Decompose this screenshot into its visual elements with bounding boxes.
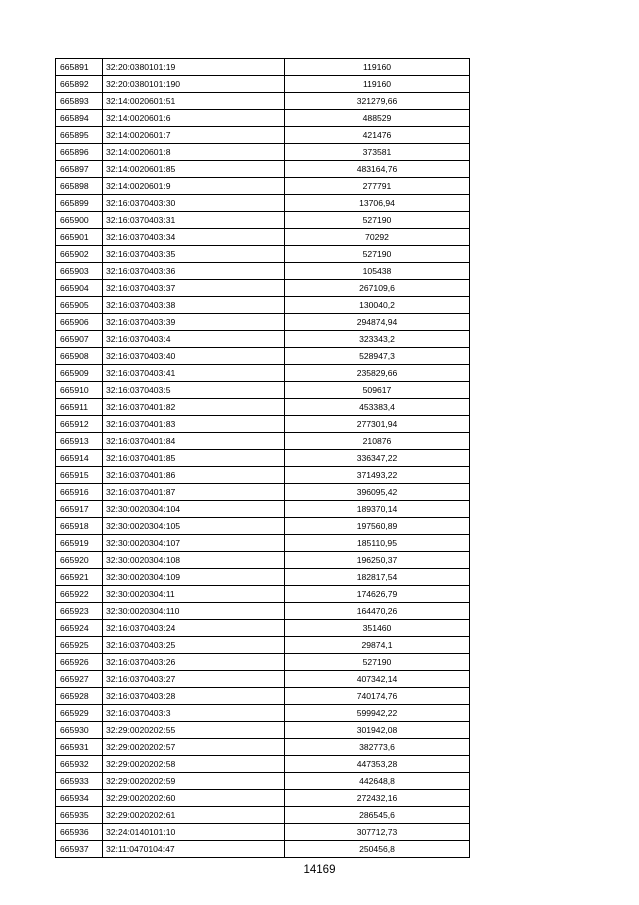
cadastral-number-cell: 32:14:0020601:9 [103, 178, 285, 195]
value-cell: 119160 [285, 76, 470, 93]
row-number-cell: 665922 [56, 586, 103, 603]
table-row [56, 76, 470, 93]
row-number-cell: 665898 [56, 178, 103, 195]
row-number-cell: 665919 [56, 535, 103, 552]
cadastral-number-cell: 32:29:0020202:61 [103, 807, 285, 824]
cadastral-number-cell: 32:16:0370401:83 [103, 416, 285, 433]
cadastral-number-cell: 32:16:0370403:35 [103, 246, 285, 263]
value-cell: 509617 [285, 382, 470, 399]
table-row [56, 331, 470, 348]
cadastral-number-cell: 32:16:0370403:5 [103, 382, 285, 399]
table-row [56, 586, 470, 603]
row-number-cell: 665915 [56, 467, 103, 484]
cadastral-value-table [55, 58, 470, 858]
cadastral-number-cell: 32:16:0370401:85 [103, 450, 285, 467]
cadastral-number-cell: 32:16:0370403:39 [103, 314, 285, 331]
cadastral-number-cell: 32:16:0370401:84 [103, 433, 285, 450]
cadastral-number-cell: 32:16:0370403:24 [103, 620, 285, 637]
table-row [56, 467, 470, 484]
table-row [56, 212, 470, 229]
row-number-cell: 665931 [56, 739, 103, 756]
row-number-cell: 665901 [56, 229, 103, 246]
value-cell: 373581 [285, 144, 470, 161]
cadastral-number-cell: 32:24:0140101:10 [103, 824, 285, 841]
value-cell: 488529 [285, 110, 470, 127]
row-number-cell: 665934 [56, 790, 103, 807]
table-row [56, 59, 470, 76]
table-row [56, 790, 470, 807]
value-cell: 527190 [285, 654, 470, 671]
row-number-cell: 665900 [56, 212, 103, 229]
value-cell: 527190 [285, 246, 470, 263]
row-number-cell: 665893 [56, 93, 103, 110]
cadastral-number-cell: 32:29:0020202:55 [103, 722, 285, 739]
table-row [56, 807, 470, 824]
value-cell: 447353,28 [285, 756, 470, 773]
value-cell: 197560,89 [285, 518, 470, 535]
table-row [56, 603, 470, 620]
table-row [56, 280, 470, 297]
cadastral-number-cell: 32:16:0370403:25 [103, 637, 285, 654]
table-row [56, 178, 470, 195]
row-number-cell: 665918 [56, 518, 103, 535]
value-cell: 70292 [285, 229, 470, 246]
row-number-cell: 665909 [56, 365, 103, 382]
cadastral-number-cell: 32:20:0380101:190 [103, 76, 285, 93]
row-number-cell: 665924 [56, 620, 103, 637]
cadastral-number-cell: 32:16:0370403:31 [103, 212, 285, 229]
table-row [56, 348, 470, 365]
cadastral-number-cell: 32:30:0020304:11 [103, 586, 285, 603]
row-number-cell: 665902 [56, 246, 103, 263]
value-cell: 382773,6 [285, 739, 470, 756]
row-number-cell: 665920 [56, 552, 103, 569]
table-row [56, 773, 470, 790]
value-cell: 528947,3 [285, 348, 470, 365]
value-cell: 453383,4 [285, 399, 470, 416]
cadastral-number-cell: 32:20:0380101:19 [103, 59, 285, 76]
value-cell: 294874,94 [285, 314, 470, 331]
value-cell: 527190 [285, 212, 470, 229]
table-row [56, 824, 470, 841]
table-row [56, 518, 470, 535]
table-row [56, 654, 470, 671]
table-row [56, 756, 470, 773]
value-cell: 323343,2 [285, 331, 470, 348]
value-cell: 483164,76 [285, 161, 470, 178]
row-number-cell: 665910 [56, 382, 103, 399]
value-cell: 164470,26 [285, 603, 470, 620]
row-number-cell: 665926 [56, 654, 103, 671]
cadastral-number-cell: 32:29:0020202:57 [103, 739, 285, 756]
value-cell: 407342,14 [285, 671, 470, 688]
value-cell: 740174,76 [285, 688, 470, 705]
value-cell: 277301,94 [285, 416, 470, 433]
row-number-cell: 665912 [56, 416, 103, 433]
row-number-cell: 665914 [56, 450, 103, 467]
row-number-cell: 665911 [56, 399, 103, 416]
value-cell: 105438 [285, 263, 470, 280]
cadastral-number-cell: 32:29:0020202:58 [103, 756, 285, 773]
page-number: 14169 [303, 864, 336, 876]
row-number-cell: 665925 [56, 637, 103, 654]
table-row [56, 365, 470, 382]
row-number-cell: 665904 [56, 280, 103, 297]
row-number-cell: 665930 [56, 722, 103, 739]
table-row [56, 433, 470, 450]
value-cell: 286545,6 [285, 807, 470, 824]
table-row [56, 297, 470, 314]
value-cell: 396095,42 [285, 484, 470, 501]
value-cell: 336347,22 [285, 450, 470, 467]
cadastral-number-cell: 32:16:0370403:34 [103, 229, 285, 246]
row-number-cell: 665905 [56, 297, 103, 314]
table-row [56, 93, 470, 110]
table-row [56, 144, 470, 161]
table-row [56, 161, 470, 178]
table-row [56, 501, 470, 518]
table-row [56, 705, 470, 722]
table-row [56, 195, 470, 212]
value-cell: 272432,16 [285, 790, 470, 807]
row-number-cell: 665923 [56, 603, 103, 620]
row-number-cell: 665899 [56, 195, 103, 212]
row-number-cell: 665907 [56, 331, 103, 348]
value-cell: 29874,1 [285, 637, 470, 654]
row-number-cell: 665906 [56, 314, 103, 331]
table-row [56, 671, 470, 688]
table-row [56, 263, 470, 280]
row-number-cell: 665935 [56, 807, 103, 824]
cadastral-number-cell: 32:30:0020304:105 [103, 518, 285, 535]
table-row [56, 841, 470, 858]
cadastral-number-cell: 32:16:0370403:38 [103, 297, 285, 314]
value-cell: 210876 [285, 433, 470, 450]
row-number-cell: 665928 [56, 688, 103, 705]
cadastral-number-cell: 32:14:0020601:51 [103, 93, 285, 110]
value-cell: 182817,54 [285, 569, 470, 586]
row-number-cell: 665903 [56, 263, 103, 280]
table-row [56, 450, 470, 467]
value-cell: 267109,6 [285, 280, 470, 297]
row-number-cell: 665892 [56, 76, 103, 93]
cadastral-number-cell: 32:16:0370403:40 [103, 348, 285, 365]
table-row [56, 314, 470, 331]
row-number-cell: 665929 [56, 705, 103, 722]
row-number-cell: 665927 [56, 671, 103, 688]
cadastral-number-cell: 32:14:0020601:8 [103, 144, 285, 161]
value-cell: 421476 [285, 127, 470, 144]
value-cell: 351460 [285, 620, 470, 637]
table-row [56, 110, 470, 127]
cadastral-number-cell: 32:16:0370401:87 [103, 484, 285, 501]
value-cell: 321279,66 [285, 93, 470, 110]
value-cell: 599942,22 [285, 705, 470, 722]
row-number-cell: 665936 [56, 824, 103, 841]
value-cell: 301942,08 [285, 722, 470, 739]
table-row [56, 722, 470, 739]
cadastral-number-cell: 32:16:0370403:30 [103, 195, 285, 212]
value-cell: 442648,8 [285, 773, 470, 790]
table-row [56, 535, 470, 552]
value-cell: 250456,8 [285, 841, 470, 858]
cadastral-number-cell: 32:30:0020304:110 [103, 603, 285, 620]
row-number-cell: 665896 [56, 144, 103, 161]
cadastral-number-cell: 32:30:0020304:104 [103, 501, 285, 518]
cadastral-number-cell: 32:16:0370403:28 [103, 688, 285, 705]
cadastral-number-cell: 32:16:0370403:41 [103, 365, 285, 382]
table-row [56, 127, 470, 144]
row-number-cell: 665932 [56, 756, 103, 773]
cadastral-number-cell: 32:16:0370403:37 [103, 280, 285, 297]
table-row [56, 637, 470, 654]
cadastral-number-cell: 32:16:0370401:86 [103, 467, 285, 484]
row-number-cell: 665933 [56, 773, 103, 790]
cadastral-number-cell: 32:16:0370403:4 [103, 331, 285, 348]
cadastral-number-cell: 32:16:0370403:26 [103, 654, 285, 671]
cadastral-number-cell: 32:29:0020202:59 [103, 773, 285, 790]
cadastral-number-cell: 32:14:0020601:85 [103, 161, 285, 178]
value-cell: 277791 [285, 178, 470, 195]
table-body [56, 59, 470, 858]
value-cell: 174626,79 [285, 586, 470, 603]
cadastral-number-cell: 32:30:0020304:108 [103, 552, 285, 569]
table-row [56, 399, 470, 416]
row-number-cell: 665894 [56, 110, 103, 127]
cadastral-number-cell: 32:30:0020304:107 [103, 535, 285, 552]
value-cell: 371493,22 [285, 467, 470, 484]
table-row [56, 382, 470, 399]
row-number-cell: 665916 [56, 484, 103, 501]
row-number-cell: 665895 [56, 127, 103, 144]
table-row [56, 552, 470, 569]
table-row [56, 229, 470, 246]
cadastral-number-cell: 32:16:0370403:36 [103, 263, 285, 280]
row-number-cell: 665908 [56, 348, 103, 365]
table-row [56, 569, 470, 586]
value-cell: 185110,95 [285, 535, 470, 552]
table-row [56, 620, 470, 637]
row-number-cell: 665917 [56, 501, 103, 518]
cadastral-number-cell: 32:14:0020601:6 [103, 110, 285, 127]
row-number-cell: 665897 [56, 161, 103, 178]
cadastral-number-cell: 32:29:0020202:60 [103, 790, 285, 807]
row-number-cell: 665937 [56, 841, 103, 858]
cadastral-number-cell: 32:14:0020601:7 [103, 127, 285, 144]
value-cell: 196250,37 [285, 552, 470, 569]
table-row [56, 739, 470, 756]
table-row [56, 416, 470, 433]
cadastral-number-cell: 32:16:0370403:3 [103, 705, 285, 722]
table-row [56, 246, 470, 263]
value-cell: 130040,2 [285, 297, 470, 314]
row-number-cell: 665921 [56, 569, 103, 586]
value-cell: 119160 [285, 59, 470, 76]
value-cell: 189370,14 [285, 501, 470, 518]
table-row [56, 484, 470, 501]
cadastral-number-cell: 32:30:0020304:109 [103, 569, 285, 586]
value-cell: 13706,94 [285, 195, 470, 212]
value-cell: 307712,73 [285, 824, 470, 841]
value-cell: 235829,66 [285, 365, 470, 382]
table-row [56, 688, 470, 705]
row-number-cell: 665913 [56, 433, 103, 450]
row-number-cell: 665891 [56, 59, 103, 76]
cadastral-number-cell: 32:16:0370401:82 [103, 399, 285, 416]
cadastral-number-cell: 32:16:0370403:27 [103, 671, 285, 688]
cadastral-number-cell: 32:11:0470104:47 [103, 841, 285, 858]
